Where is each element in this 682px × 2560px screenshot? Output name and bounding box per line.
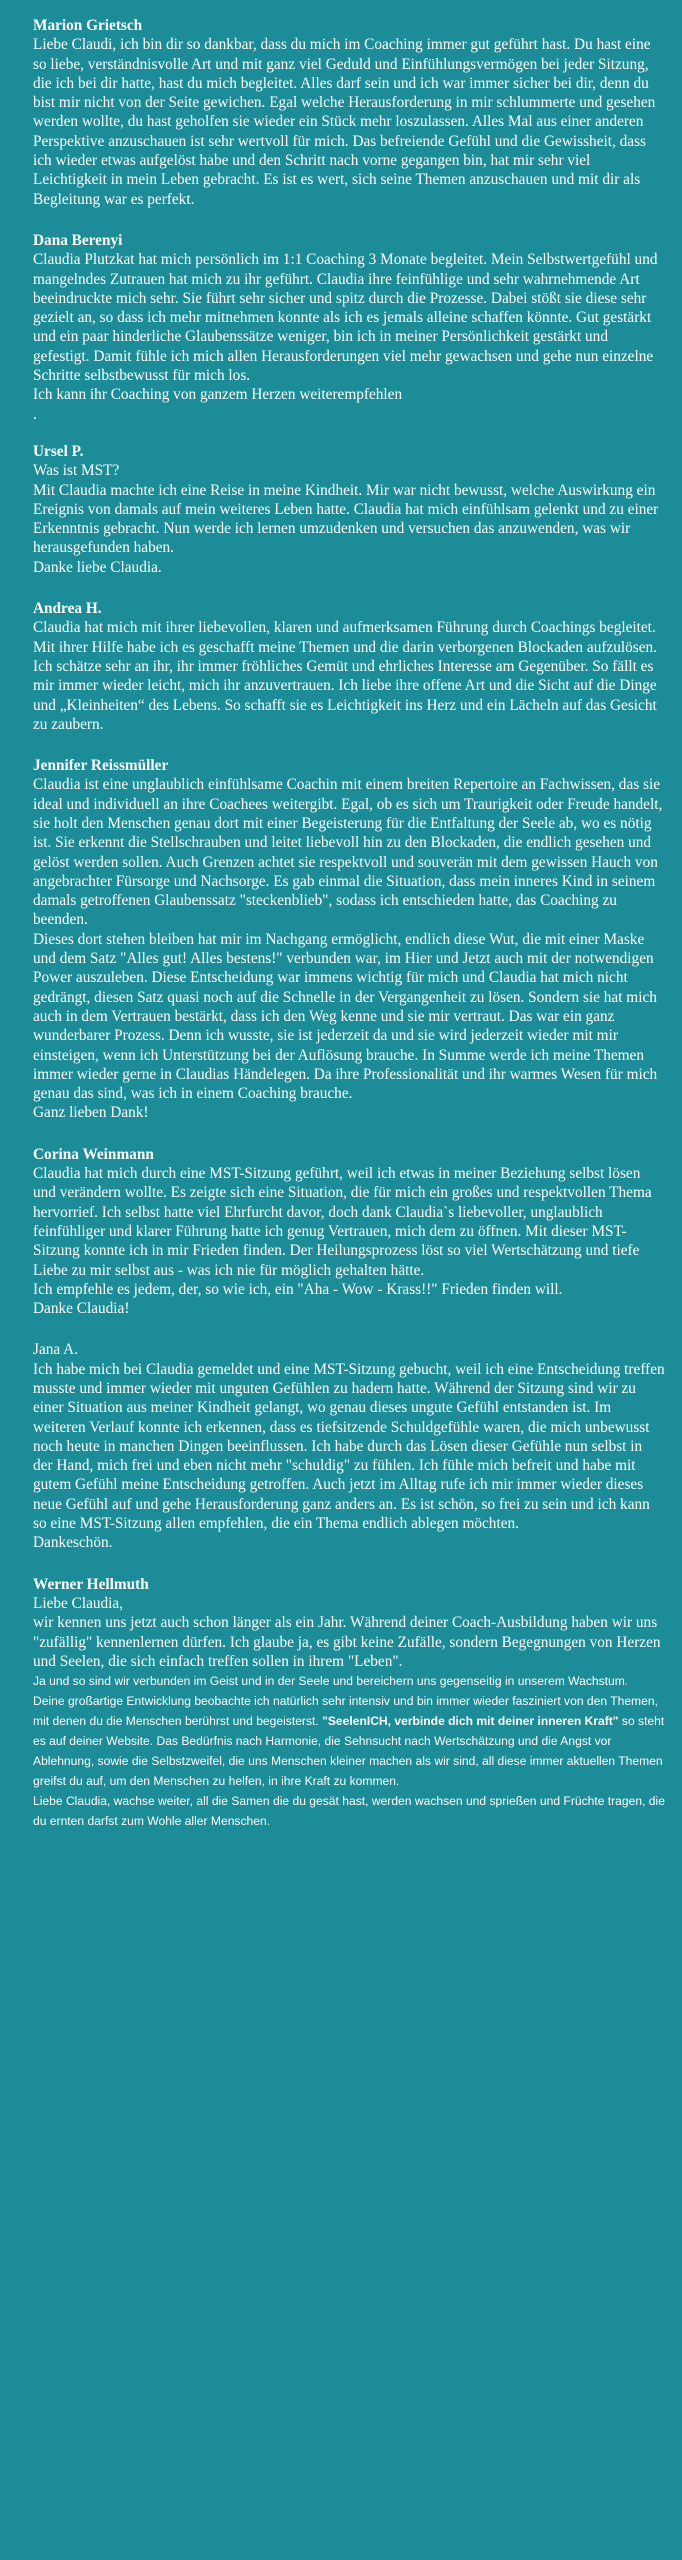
testimonial-dana-berenyi	[33, 231, 665, 424]
testimonial-author: Werner Hellmuth	[33, 1575, 149, 1593]
testimonial-author: Jana A.	[33, 1341, 79, 1359]
testimonial-author: Corina Weinmann	[33, 1145, 154, 1163]
testimonial-author: Jennifer Reissmüller	[33, 757, 169, 775]
testimonial-text: Ganz lieben Dank!	[33, 1104, 149, 1122]
testimonial-author: Ursel P.	[33, 442, 84, 460]
testimonial-jennifer-reissmueller	[33, 756, 665, 1123]
testimonial-text: Ja und so sind wir verbunden im Geist und in der Seele und bereichern uns gegenseitig in unserem Wachstum.	[33, 1674, 629, 1689]
testimonial-author: Dana Berenyi	[33, 231, 123, 249]
testimonial-text-part: so steht es auf deiner Website. Das Bedürfnis nach Harmonie, die Sehnsucht nach Wertschätzung und die Angst vor Ablehnung, sowie die Selbstzweifel, die uns Menschen kleiner machen als wir sind, all diese immer aktuellen Themen greifst du auf, um den Menschen zu helfen, in ihre Kraft zu kommen.	[33, 1714, 665, 1789]
testimonial-text: Was ist MST?	[33, 462, 120, 480]
testimonial-text: Claudia Plutzkat hat mich persönlich im 1:1 Coaching 3 Monate begleitet. Mein Selbstwertgefühl und mangelndes Zutrauen hat mich zu ihr geführt. Claudia ihre feinfühlige und sehr wahrnehmende Art beeindruckte mich sehr. Sie führt sehr sicher und spitz durch die Prozesse. Dabei stößt sie diese sehr gezielt an, so dass ich mehr mitnehmen konnte als ich es jemals alleine schaffen könnte. Gut gestärkt und ein paar hinderliche Glaubenssätze weniger, bin ich in meiner Persönlichkeit gestärkt und gefestigt. Damit fühle ich mich allen Herausforderungen viel mehr gewachsen und gehe nun einzelne Schritte selbstbewusst für mich los.	[33, 251, 658, 385]
testimonial-jana-a	[33, 1340, 665, 1552]
testimonial-andrea-h	[33, 599, 665, 734]
testimonial-text-part: Deine großartige Entwicklung beobachte ich natürlich sehr intensiv und bin immer wieder fasziniert von den Themen, mit denen du die Menschen berührst und begeisterst.	[33, 1694, 658, 1729]
testimonial-text: Claudia hat mich mit ihrer liebevollen, klaren und aufmerksamen Führung durch Coachings begleitet. Mit ihrer Hilfe habe ich es geschafft meine Themen und die darin verborgenen Blockaden aufzulösen. Ich schätze sehr an ihr, ihr immer fröhliches Gemüt und ehrliches Interesse am Gegenüber. So fällt es mir immer wieder leicht, mich ihr anzuvertrauen. Ich liebe ihre offene Art und die Sicht auf die Dinge und „Kleinheiten“ des Lebens. So schafft sie es Leichtigkeit ins Herz und ein Lächeln auf das Gesicht zu zaubern.	[33, 619, 657, 733]
testimonial-text: Ich kann ihr Coaching von ganzem Herzen weiterempfehlen	[33, 386, 403, 404]
website-slogan-quote: "SeelenICH, verbinde dich mit deiner inneren Kraft"	[322, 1714, 619, 1729]
testimonial-ursel-p	[33, 442, 665, 577]
testimonial-text: Ich empfehle es jedem, der, so wie ich, ein "Aha - Wow - Krass!!" Frieden finden will.	[33, 1280, 563, 1298]
testimonial-text	[33, 1691, 665, 1791]
testimonial-text: Liebe Claudia,	[33, 1594, 124, 1612]
testimonial-marion-grietsch	[33, 16, 665, 209]
testimonial-text: Danke Claudia!	[33, 1300, 130, 1318]
testimonial-corina-weinmann	[33, 1145, 665, 1319]
testimonial-author: Andrea H.	[33, 600, 102, 618]
testimonial-text: Claudia ist eine unglaublich einfühlsame Coachin mit einem breiten Repertoire an Fachwissen, das sie ideal und individuell an ihre Coachees weitergibt. Egal, ob es sich um Traurigkeit oder Freude handelt, sie holt den Menschen genau dort mit einer Begeisterung für die Entfaltung der Seele ab, wo es nötig ist. Sie erkennt die Stellschrauben und leitet liebevoll hin zu den Blockaden, die endlich gesehen und gelöst werden sollen. Auch Grenzen achtet sie respektvoll und souverän mit dem gewissen Hauch von angebrachter Fürsorge und Nachsorge. Es gab einmal die Situation, dass mein inneres Kind in seinem damals getroffenen Glaubenssatz "steckenblieb", sodass ich entschieden hatte, das Coaching zu beenden.	[33, 776, 663, 929]
testimonial-text: Dieses dort stehen bleiben hat mir im Nachgang ermöglicht, endlich diese Wut, die mit einer Maske und dem Satz "Alles gut! Alles bestens!" verbunden war, im Hier und Jetzt auch mit der notwendigen Power auszuleben. Diese Entscheidung war immens wichtig für mich und Claudia hat mich nicht gedrängt, diesen Satz quasi noch auf die Schnelle in der Vergangenheit zu lösen. Sondern sie hat mich auch in dem Vertrauen bestärkt, dass ich den Weg kenne und sie mir vertraut. Das war ein ganz wunderbarer Prozess. Denn ich wusste, sie ist jederzeit da und sie wird jederzeit wieder mit mir einsteigen, wenn ich Unterstützung bei der Auflösung brauche. In Summe werde ich meine Themen immer wieder gerne in Claudias Händelegen. Da ihre Professionalität und ihr warmes Wesen für mich genau das sind, was ich in einem Coaching brauche.	[33, 930, 658, 1103]
testimonial-text: Ich habe mich bei Claudia gemeldet und eine MST-Sitzung gebucht, weil ich eine Entscheidung treffen musste und immer wieder mit unguten Gefühlen zu hadern hatte. Während der Sitzung sind wir zu einer Situation aus meiner Kindheit gelangt, wo genau dieses ungute Gefühl entstanden ist. Im weiteren Verlauf konnte ich erkennen, dass es tiefsitzende Schuldgefühle waren, die mich unbewusst noch heute in manchen Dingen beeinflussen. Ich habe durch das Lösen dieser Gefühle nun selbst in der Hand, mich frei und eben nicht mehr "schuldig" zu fühlen. Ich fühle mich befreit und habe mit gutem Gefühl meine Entscheidung getroffen. Auch jetzt im Alltag rufe ich mir immer wieder dieses neue Gefühl auf und gehe Herausforderung ganz anders an. Es ist schön, so frei zu sein und ich kann so eine MST-Sitzung allen empfehlen, die ein Thema endlich ablegen möchten.	[33, 1360, 665, 1533]
testimonial-text: Claudia hat mich durch eine MST-Sitzung geführt, weil ich etwas in meiner Beziehung selbst lösen und verändern wollte. Es zeigte sich eine Situation, die für mich ein großes und respektvollen Thema hervorrief. Ich selbst hatte viel Ehrfurcht davor, doch dank Claudia`s liebevoller, unglaublich feinfühliger und klarer Führung hatte ich genug Vertrauen, mich dem zu öffnen. Mit dieser MST-Sitzung konnte ich in mir Frieden finden. Der Heilungsprozess löst so viel Wertschätzung und tiefe Liebe zu mir selbst aus - was ich nie für möglich gehalten hätte.	[33, 1165, 652, 1279]
testimonial-text: Mit Claudia machte ich eine Reise in meine Kindheit. Mir war nicht bewusst, welche Auswirkung ein Ereignis von damals auf mein weiteres Leben hatte. Claudia hat mich einfühlsam gelenkt und zu einer Erkenntnis gebracht. Nun werde ich lernen umzudenken und versuchen das anzuwenden, was wir herausgefunden haben.	[33, 481, 659, 557]
testimonial-text: .	[33, 405, 37, 423]
testimonial-text: Dankeschön.	[33, 1534, 113, 1552]
testimonial-author: Marion Grietsch	[33, 17, 143, 34]
testimonial-text: Danke liebe Claudia.	[33, 558, 162, 576]
testimonial-werner-hellmuth	[33, 1575, 665, 1831]
testimonial-text: wir kennen uns jetzt auch schon länger als ein Jahr. Während deiner Coach-Ausbildung haben wir uns "zufällig" kennenlernen dürfen. Ich glaube ja, es gibt keine Zufälle, sondern Begegnungen von Herzen und Seelen, die sich einfach treffen sollen in ihrem "Leben".	[33, 1614, 661, 1670]
testimonial-closing: Liebe Claudia, wachse weiter, all die Samen die du gesät hast, werden wachsen und sprießen und Früchte tragen, die du ernten darfst zum Wohle aller Menschen.	[33, 1794, 665, 1829]
testimonial-text: Liebe Claudi, ich bin dir so dankbar, dass du mich im Coaching immer gut geführt hast. Du hast eine so liebe, verständnisvolle Art und mit ganz viel Geduld und Einfühlungsvermögen bei jeder Sitzung, die ich bei dir hatte, hast du mich begleitet. Alles darf sein und ich war immer sicher bei dir, denn du bist mir nicht von der Seite gewichen. Egal welche Herausforderung in mir schlummerte und gesehen werden wollte, du hast geholfen sie wieder ein Stück mehr loszulassen. Alles Mal aus einer anderen Perspektive anzuschauen ist sehr wertvoll für mich. Das befreiende Gefühl und die Gewissheit, dass ich wieder etwas aufgelöst habe und den Schritt nach vorne gegangen bin, hat mir sehr viel Leichtigkeit in mein Leben gebracht. Es ist es wert, sich seine Themen anzuschauen und mit dir als Begleitung war es perfekt.	[33, 36, 656, 208]
